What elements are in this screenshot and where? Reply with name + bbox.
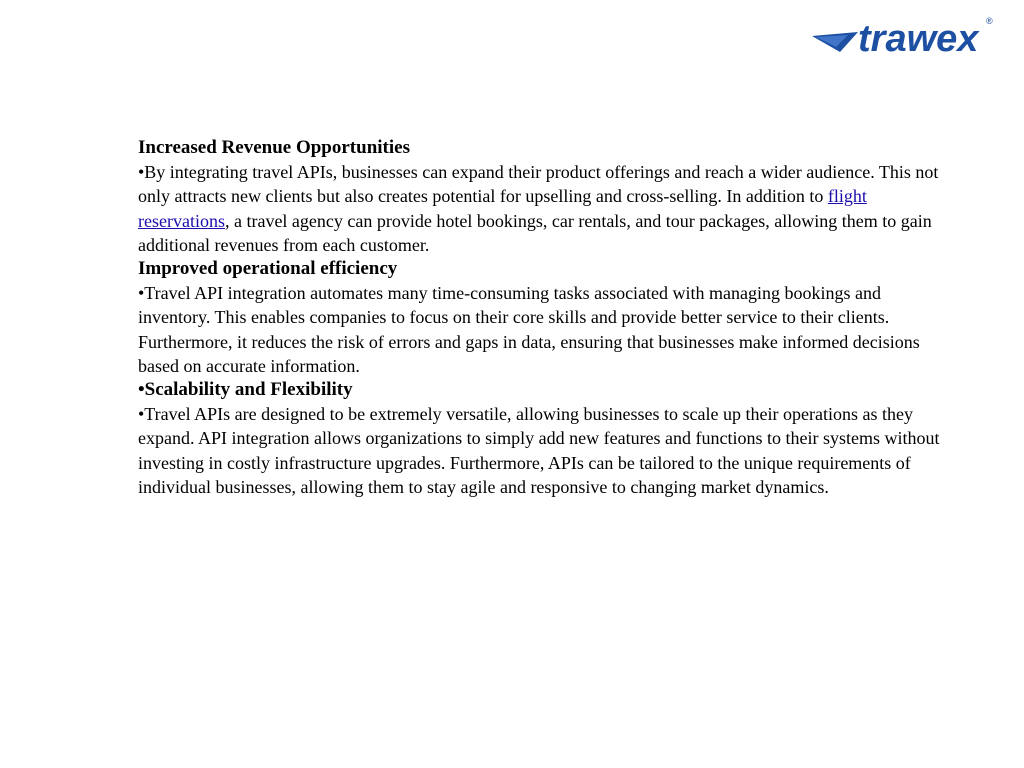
logo-wordmark: trawex xyxy=(858,18,979,60)
registered-mark: ® xyxy=(986,16,993,26)
section-paragraph-efficiency: •Travel API integration automates many time-consuming tasks associated with managing bookings and inventory. This enables companies to focus on their core skills and provide better service to their clients. Furthermore, it reduces the risk of errors and gaps in data, ensuring that businesses make informed decisions based on accurate information. xyxy=(138,283,920,376)
section-paragraph-scalability: •Travel APIs are designed to be extremely versatile, allowing businesses to scale up their operations as they expand. API integration allows organizations to simply add new features and functions to their systems without investing in costly infrastructure upgrades. Furthermore, APIs can be tailored to the unique requirements of individual businesses, allowing them to stay agile and responsive to changing market dynamics. xyxy=(138,404,940,497)
paragraph-text: , a travel agency can provide hotel bookings, car rentals, and tour packages, allowing them to gain additional revenues from each customer. xyxy=(138,210,932,255)
section-heading-efficiency: Improved operational efficiency xyxy=(138,258,398,280)
trawex-logo xyxy=(808,14,1020,60)
arrow-wing-icon xyxy=(812,32,858,52)
section-paragraph-revenue xyxy=(138,160,948,257)
flight-reservations-link[interactable]: flight reservations xyxy=(138,186,867,231)
paragraph-text: •By integrating travel APIs, businesses can expand their product offerings and reach a wider audience. This not only attracts new clients but also creates potential for upselling and cross-selling. In addition to xyxy=(138,162,939,207)
section-heading-revenue: Increased Revenue Opportunities xyxy=(138,137,410,158)
section-heading-scalability: •Scalability and Flexibility xyxy=(138,379,353,401)
slide-body xyxy=(138,136,948,499)
